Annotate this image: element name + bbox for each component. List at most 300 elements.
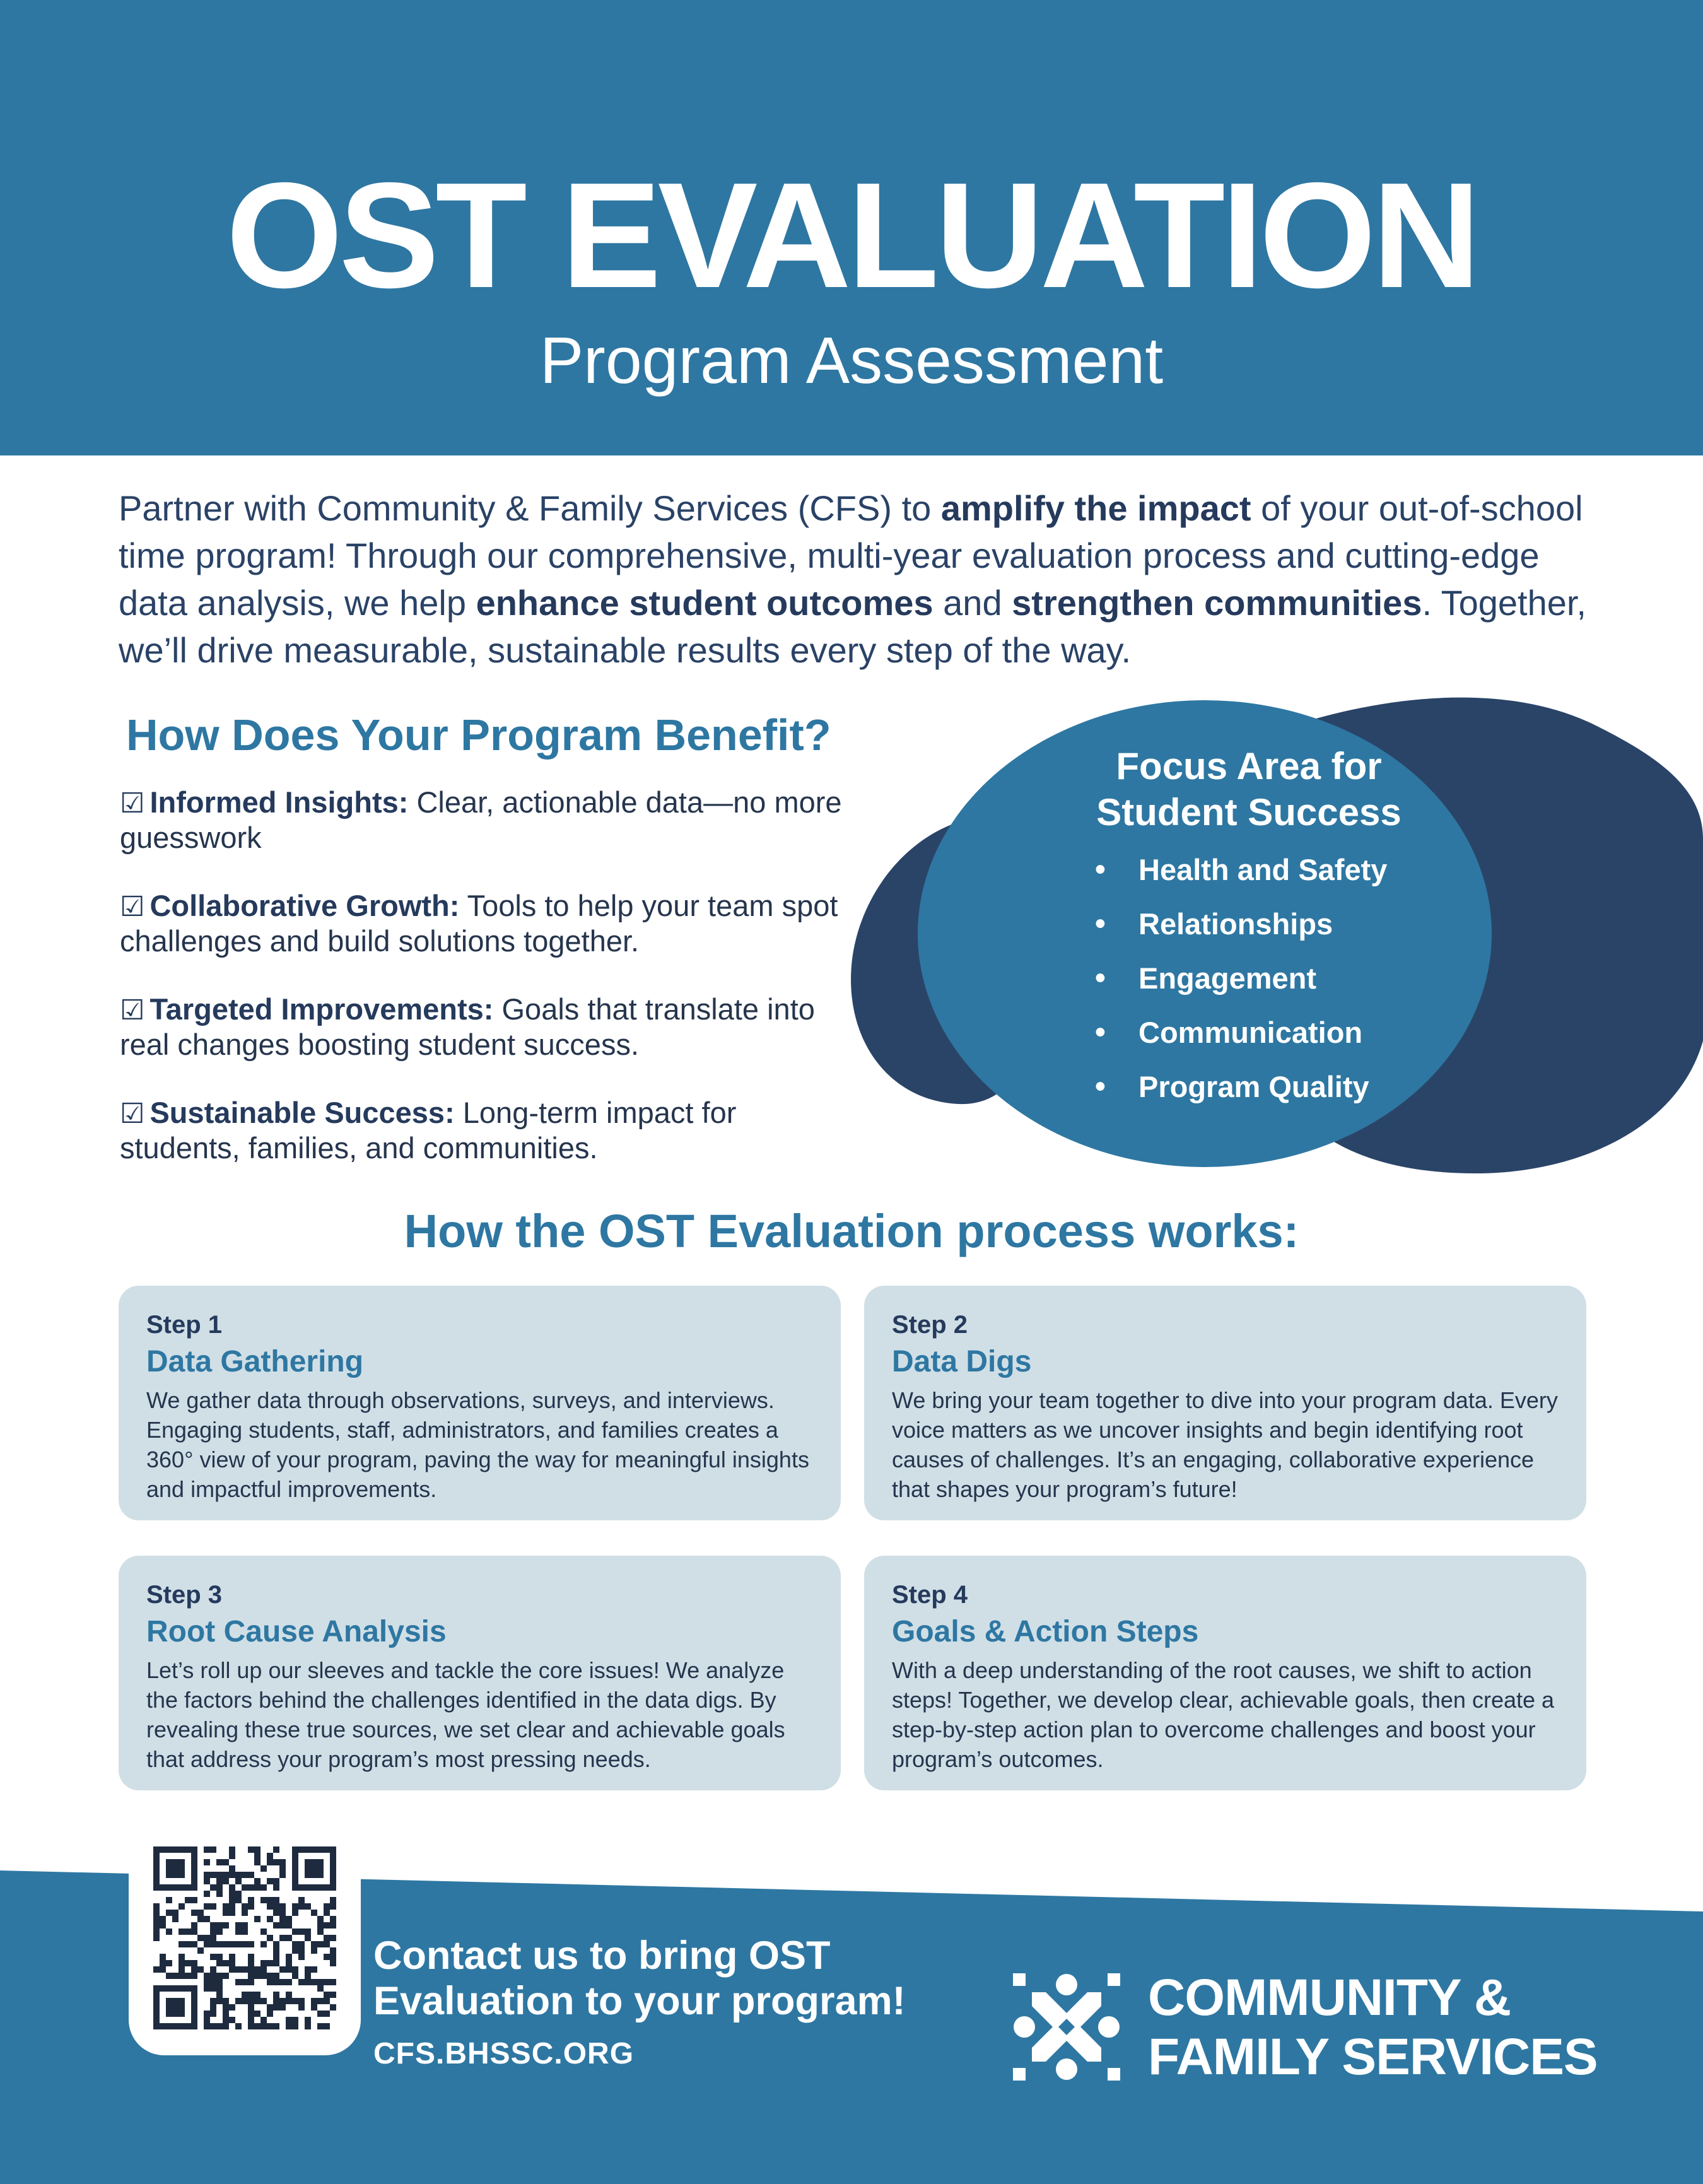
qr-module	[286, 1992, 292, 1998]
qr-module	[210, 1903, 216, 1910]
qr-module	[191, 1966, 197, 1973]
process-heading: How the OST Evaluation process works:	[404, 1205, 1299, 1257]
qr-module	[229, 1865, 235, 1872]
qr-module	[311, 1872, 317, 1878]
qr-module	[191, 1985, 197, 1992]
qr-module	[254, 2023, 260, 2029]
qr-module	[235, 1998, 242, 2004]
qr-module	[267, 1859, 273, 1865]
qr-module	[298, 1954, 305, 1960]
qr-module	[273, 1878, 279, 1884]
logo-line: FAMILY SERVICES	[1148, 2028, 1598, 2086]
qr-module	[216, 1941, 223, 1947]
checkbox-icon: ☑	[120, 788, 145, 819]
qr-module	[166, 1998, 172, 2004]
qr-module	[216, 1872, 223, 1878]
qr-module	[242, 1992, 248, 1998]
qr-module	[235, 1966, 242, 1973]
qr-module	[178, 2023, 185, 2029]
qr-module	[248, 1846, 254, 1853]
qr-module	[305, 2023, 311, 2029]
qr-module	[210, 1973, 216, 1979]
qr-module	[191, 2011, 197, 2017]
qr-module	[185, 1973, 191, 1979]
qr-module	[298, 1979, 305, 1985]
qr-module	[223, 1941, 229, 1947]
qr-module	[178, 1859, 185, 1865]
qr-module	[311, 2004, 317, 2011]
qr-module	[248, 1992, 254, 1998]
qr-module	[324, 1992, 330, 1998]
step-body: We bring your team together to dive into your program data. Every voice matters as we uncover insights and begin identifying root causes of challenges. It’s an engaging, collaborative experience that shapes your program’s future!	[892, 1387, 1558, 1502]
qr-module	[235, 1979, 242, 1985]
qr-module	[204, 1891, 210, 1897]
step-number: Step 2	[892, 1311, 968, 1339]
qr-module	[273, 1941, 279, 1947]
qr-module	[172, 2004, 178, 2011]
qr-module	[172, 1910, 178, 1916]
qr-module	[242, 1884, 248, 1891]
qr-module	[286, 1979, 292, 1985]
qr-module	[160, 1960, 166, 1966]
logo-line: COMMUNITY &	[1148, 1969, 1511, 2026]
qr-module	[242, 1979, 248, 1985]
qr-module	[330, 1865, 336, 1872]
qr-module	[185, 1897, 191, 1903]
benefit-text: Tools to help your team spot challenges and build solutions together.	[120, 889, 838, 958]
benefit-label: Targeted Improvements:	[149, 992, 494, 1026]
qr-module	[317, 1865, 324, 1872]
qr-module	[248, 1941, 254, 1947]
qr-module	[317, 1941, 324, 1947]
qr-module	[178, 1941, 185, 1947]
qr-module	[235, 1878, 242, 1884]
qr-module	[305, 1859, 311, 1865]
qr-module	[292, 2017, 298, 2023]
qr-module	[242, 1929, 248, 1935]
qr-module	[216, 1859, 223, 1865]
qr-module	[330, 1922, 336, 1929]
qr-module	[166, 2023, 172, 2029]
qr-module	[273, 2004, 279, 2011]
qr-module	[229, 1897, 235, 1903]
qr-module	[172, 2023, 178, 2029]
qr-module	[254, 1859, 260, 1865]
qr-module	[248, 1973, 254, 1979]
qr-module	[204, 2011, 210, 2017]
qr-module	[254, 1846, 260, 1853]
qr-module	[267, 1960, 273, 1966]
qr-module	[191, 1922, 197, 1929]
qr-module	[279, 1910, 286, 1916]
qr-module	[191, 1929, 197, 1935]
qr-module	[248, 1872, 254, 1878]
step-body: We gather data through observations, surveys, and interviews. Engaging students, staff, administrators, and families creates a 360° view of your program, paving the way for meaningful insights and impactful improvements.	[146, 1387, 809, 1502]
qr-module	[267, 2004, 273, 2011]
qr-module	[191, 1897, 197, 1903]
qr-module	[305, 1966, 311, 1973]
contact-line: Evaluation to your program!	[373, 1979, 906, 2023]
qr-module	[178, 1960, 185, 1966]
qr-module	[185, 1884, 191, 1891]
qr-module	[324, 1941, 330, 1947]
qr-module	[330, 2004, 336, 2011]
qr-module	[279, 1916, 286, 1922]
qr-module	[254, 1884, 260, 1891]
focus-item: • Program Quality	[971, 1060, 1526, 1114]
qr-module	[223, 1973, 229, 1979]
qr-module	[204, 1859, 210, 1865]
qr-module	[153, 1903, 160, 1910]
qr-module	[311, 1966, 317, 1973]
qr-module	[292, 1859, 298, 1865]
qr-module	[166, 1884, 172, 1891]
qr-module	[311, 1865, 317, 1872]
qr-module	[229, 1853, 235, 1859]
qr-module	[286, 1998, 292, 2004]
qr-module	[223, 1998, 229, 2004]
qr-module	[153, 1966, 160, 1973]
qr-module	[260, 1929, 267, 1935]
qr-module	[330, 1878, 336, 1884]
qr-module	[204, 1846, 210, 1853]
cfs-logo-text	[1148, 1968, 1690, 2087]
qr-module	[216, 1891, 223, 1897]
qr-module	[324, 1910, 330, 1916]
qr-module	[292, 1998, 298, 2004]
qr-module	[204, 1872, 210, 1878]
qr-module	[210, 1998, 216, 2004]
qr-module	[254, 1878, 260, 1884]
qr-module	[229, 1846, 235, 1853]
qr-module	[324, 1979, 330, 1985]
qr-module	[267, 1973, 273, 1979]
intro-text: of your out-of-school time program! Through our comprehensive, multi-year evaluation process and cutting-edge data analysis, we help	[119, 488, 1583, 623]
qr-module	[292, 1884, 298, 1891]
qr-module	[260, 2023, 267, 2029]
step-title: Data Gathering	[146, 1345, 364, 1378]
qr-module	[210, 1979, 216, 1985]
focus-item: • Relationships	[971, 897, 1526, 951]
qr-module	[260, 1865, 267, 1872]
focus-title-line: Focus Area for	[1116, 745, 1382, 787]
qr-module	[248, 1897, 254, 1903]
qr-module	[254, 1992, 260, 1998]
qr-module	[223, 2017, 229, 2023]
qr-module	[324, 2023, 330, 2029]
qr-module	[204, 1903, 210, 1910]
qr-module	[153, 1922, 160, 1929]
qr-module	[330, 1979, 336, 1985]
qr-module	[305, 1884, 311, 1891]
qr-module	[273, 1903, 279, 1910]
checkbox-icon: ☑	[120, 891, 145, 922]
qr-module	[286, 1966, 292, 1973]
qr-module	[298, 1998, 305, 2004]
qr-module	[248, 1979, 254, 1985]
qr-module	[305, 1935, 311, 1941]
qr-module	[248, 1966, 254, 1973]
qr-module	[242, 1910, 248, 1916]
qr-module	[191, 1878, 197, 1884]
qr-module	[305, 1979, 311, 1985]
qr-module	[298, 1941, 305, 1947]
step-number: Step 4	[892, 1581, 968, 1609]
qr-module	[260, 1941, 267, 1947]
qr-module	[153, 2023, 160, 2029]
qr-module	[292, 1973, 298, 1979]
qr-module	[172, 1998, 178, 2004]
qr-module	[242, 1903, 248, 1910]
qr-module	[204, 1979, 210, 1985]
qr-module	[153, 1859, 160, 1865]
qr-module	[160, 1884, 166, 1891]
qr-module	[267, 2011, 273, 2017]
qr-module	[160, 1954, 166, 1960]
qr-module	[153, 1929, 160, 1935]
qr-module	[298, 1846, 305, 1853]
qr-module	[317, 2023, 324, 2029]
qr-module	[172, 1985, 178, 1992]
qr-module	[267, 1979, 273, 1985]
qr-module	[311, 1979, 317, 1985]
qr-module	[330, 1859, 336, 1865]
qr-module	[292, 1903, 298, 1910]
qr-module	[317, 1979, 324, 1985]
qr-module	[305, 1865, 311, 1872]
qr-module	[311, 1947, 317, 1954]
qr-module	[317, 2011, 324, 2017]
qr-module	[172, 1916, 178, 1922]
cfs-logo-icon	[1007, 1967, 1127, 2087]
qr-module	[210, 1846, 216, 1853]
qr-module	[178, 1998, 185, 2004]
qr-module	[273, 1884, 279, 1891]
qr-module	[311, 1884, 317, 1891]
qr-module	[254, 1916, 260, 1922]
qr-module	[216, 1998, 223, 2004]
qr-module	[235, 1929, 242, 1935]
qr-module	[160, 2023, 166, 2029]
qr-module	[292, 1947, 298, 1954]
qr-module	[216, 1922, 223, 1929]
qr-module	[191, 1998, 197, 2004]
focus-item: • Engagement	[971, 951, 1526, 1006]
qr-module	[229, 2017, 235, 2023]
qr-module	[223, 2004, 229, 2011]
qr-module	[178, 2011, 185, 2017]
qr-module	[292, 1865, 298, 1872]
qr-module	[223, 1859, 229, 1865]
qr-module	[317, 1929, 324, 1935]
qr-module	[229, 1872, 235, 1878]
qr-module	[204, 2017, 210, 2023]
qr-module	[254, 2011, 260, 2017]
qr-module	[273, 1954, 279, 1960]
qr-module	[242, 1872, 248, 1878]
qr-module	[229, 1941, 235, 1947]
qr-module	[191, 1910, 197, 1916]
qr-module	[260, 1960, 267, 1966]
qr-module	[185, 1960, 191, 1966]
qr-module	[324, 1846, 330, 1853]
qr-module	[305, 1872, 311, 1878]
qr-code[interactable]	[129, 1821, 361, 2055]
qr-module	[279, 1872, 286, 1878]
qr-module	[204, 1878, 210, 1884]
qr-module	[160, 1846, 166, 1853]
page-title: OST EVALUATION	[226, 152, 1477, 319]
qr-module	[324, 1954, 330, 1960]
qr-module	[298, 1903, 305, 1910]
qr-module	[298, 1929, 305, 1935]
qr-module	[292, 1910, 298, 1916]
intro-emphasis: enhance student outcomes	[476, 583, 933, 623]
qr-module	[279, 1865, 286, 1872]
qr-code-frame[interactable]	[129, 1821, 361, 2055]
qr-module	[317, 1985, 324, 1992]
qr-module	[178, 1973, 185, 1979]
intro-emphasis: strengthen communities	[1012, 583, 1422, 623]
qr-module	[273, 1998, 279, 2004]
qr-module	[191, 2017, 197, 2023]
qr-module	[191, 2023, 197, 2029]
qr-module	[166, 1929, 172, 1935]
benefit-text: Long-term impact for students, families, and communities.	[120, 1096, 737, 1165]
qr-module	[330, 1954, 336, 1960]
qr-module	[172, 1859, 178, 1865]
intro-text: Partner with Community & Family Services (CFS) to	[119, 488, 941, 528]
qr-module	[248, 1998, 254, 2004]
qr-module	[153, 2011, 160, 2017]
qr-module	[267, 1935, 273, 1941]
qr-module	[216, 1992, 223, 1998]
qr-module	[324, 1884, 330, 1891]
qr-module	[178, 1903, 185, 1910]
qr-module	[292, 1853, 298, 1859]
qr-module	[298, 2004, 305, 2011]
qr-module	[172, 1846, 178, 1853]
qr-module	[166, 1859, 172, 1865]
qr-module	[305, 2017, 311, 2023]
contact-url-link[interactable]: CFS.BHSSC.ORG	[373, 2037, 635, 2070]
qr-module	[210, 2004, 216, 2011]
qr-module	[178, 1985, 185, 1992]
qr-module	[279, 1998, 286, 2004]
qr-module	[210, 1954, 216, 1960]
qr-module	[292, 1941, 298, 1947]
qr-module	[166, 1973, 172, 1979]
benefit-label: Sustainable Success:	[149, 1096, 455, 1129]
qr-module	[172, 2011, 178, 2017]
qr-module	[229, 1966, 235, 1973]
qr-module	[191, 1872, 197, 1878]
qr-module	[197, 1966, 204, 1973]
focus-item: • Communication	[971, 1006, 1526, 1060]
qr-module	[317, 1846, 324, 1853]
qr-module	[311, 1998, 317, 2004]
qr-module	[311, 1859, 317, 1865]
qr-module	[286, 1922, 292, 1929]
qr-module	[298, 1947, 305, 1954]
qr-module	[248, 2004, 254, 2011]
qr-module	[210, 1985, 216, 1992]
qr-module	[216, 1979, 223, 1985]
step-title: Root Cause Analysis	[146, 1615, 447, 1648]
qr-module	[317, 1998, 324, 2004]
page-subtitle: Program Assessment	[539, 324, 1164, 397]
qr-module	[185, 1846, 191, 1853]
qr-module	[191, 1884, 197, 1891]
focus-title-line: Student Success	[1096, 791, 1402, 833]
intro-text: . Together, we’ll drive measurable, sustainable results every step of the way.	[119, 583, 1586, 670]
qr-module	[153, 2017, 160, 2023]
qr-module	[223, 1903, 229, 1910]
qr-module	[223, 1922, 229, 1929]
qr-module	[178, 1872, 185, 1878]
qr-module	[210, 1966, 216, 1973]
qr-module	[178, 1966, 185, 1973]
qr-module	[273, 1897, 279, 1903]
qr-module	[267, 1916, 273, 1922]
qr-module	[279, 1935, 286, 1941]
qr-module	[178, 1846, 185, 1853]
qr-module	[166, 2011, 172, 2017]
qr-module	[248, 1960, 254, 1966]
qr-module	[330, 1960, 336, 1966]
qr-module	[279, 1859, 286, 1865]
qr-module	[317, 1916, 324, 1922]
qr-module	[286, 2023, 292, 2029]
qr-module	[305, 1973, 311, 1979]
qr-module	[324, 1903, 330, 1910]
qr-module	[330, 1916, 336, 1922]
qr-module	[153, 1872, 160, 1878]
qr-module	[248, 2011, 254, 2017]
qr-module	[216, 1973, 223, 1979]
qr-module	[267, 1903, 273, 1910]
benefit-text: Clear, actionable data—no more guesswork	[120, 785, 842, 854]
qr-module	[317, 1859, 324, 1865]
qr-module	[279, 1966, 286, 1973]
qr-module	[216, 1960, 223, 1966]
qr-module	[248, 1884, 254, 1891]
qr-module	[298, 1897, 305, 1903]
qr-module	[210, 1922, 216, 1929]
qr-module	[248, 1903, 254, 1910]
qr-module	[298, 1884, 305, 1891]
qr-module	[160, 1985, 166, 1992]
qr-module	[153, 1884, 160, 1891]
qr-module	[286, 1916, 292, 1922]
qr-module	[166, 1897, 172, 1903]
qr-module	[204, 1985, 210, 1992]
qr-module	[267, 1897, 273, 1903]
qr-module	[178, 1884, 185, 1891]
step-number: Step 3	[146, 1581, 223, 1609]
qr-module	[185, 1929, 191, 1935]
qr-module	[317, 1872, 324, 1878]
qr-module	[223, 2011, 229, 2017]
qr-module	[248, 2017, 254, 2023]
qr-module	[197, 1916, 204, 1922]
qr-module	[153, 1853, 160, 1859]
qr-module	[229, 1960, 235, 1966]
qr-module	[273, 1973, 279, 1979]
qr-module	[311, 1846, 317, 1853]
qr-module	[172, 1973, 178, 1979]
qr-module	[305, 1929, 311, 1935]
